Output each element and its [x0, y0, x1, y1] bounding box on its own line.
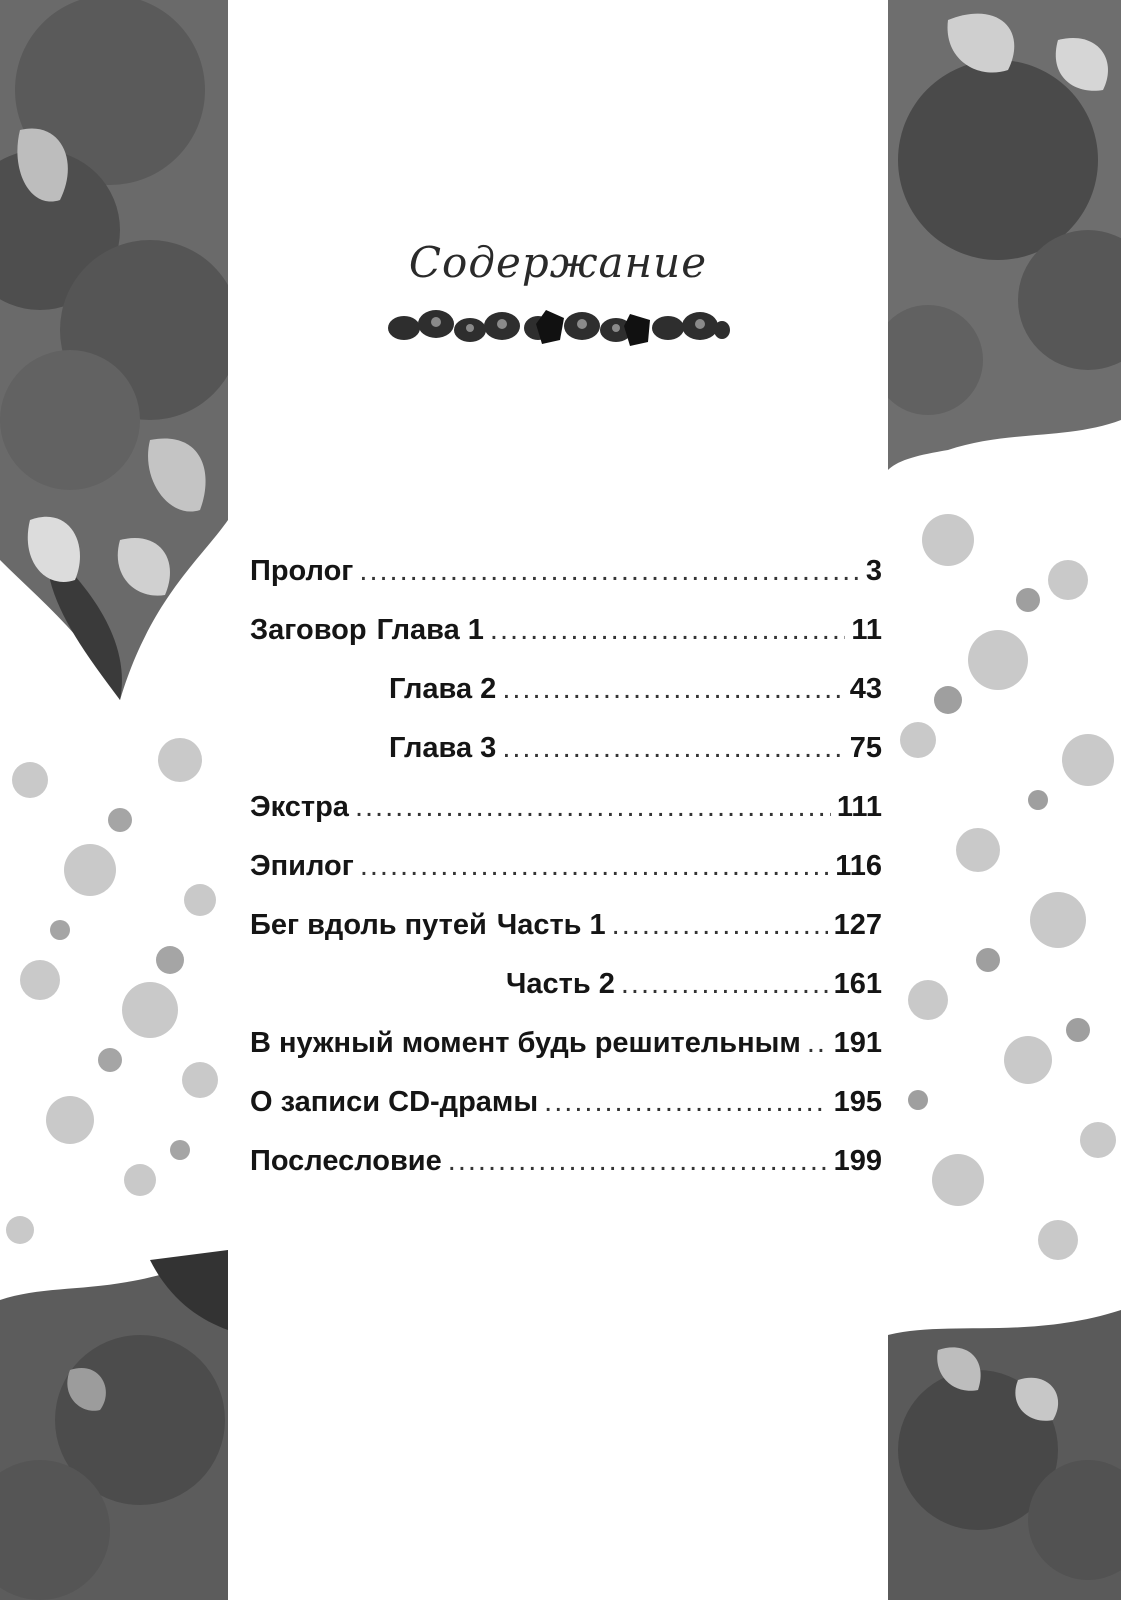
toc-row-plot-ch3[interactable] [250, 732, 882, 791]
toc-entry-subtitle: Часть 2 [506, 968, 615, 1000]
toc-row-afterword[interactable] [250, 1145, 882, 1204]
rose-garland-ornament-icon [386, 300, 730, 356]
toc-entry-title: Бег вдоль путей [250, 909, 487, 941]
toc-row-decisive[interactable] [250, 1027, 882, 1086]
toc-entry-title: В нужный момент будь решительным [250, 1027, 801, 1059]
table-of-contents [250, 555, 882, 1204]
toc-page-number: 43 [849, 673, 882, 705]
toc-leader-dots [359, 555, 859, 588]
toc-page-number: 199 [833, 1145, 882, 1177]
toc-entry-title: Заговор [250, 614, 367, 646]
toc-row-plot-ch1[interactable] [250, 614, 882, 673]
toc-row-plot-ch2[interactable] [250, 673, 882, 732]
toc-page-number: 161 [833, 968, 882, 1000]
toc-leader-dots [621, 968, 828, 1001]
toc-entry-subtitle: Часть 1 [496, 909, 606, 941]
toc-entry-subtitle: Глава 2 [389, 673, 497, 705]
toc-entry-title: Экстра [250, 791, 349, 823]
toc-row-run-part1[interactable] [250, 909, 882, 968]
toc-entry-title: Эпилог [250, 850, 354, 882]
toc-leader-dots [360, 850, 829, 883]
toc-page-number: 127 [833, 909, 882, 941]
rose-watercolor-icon [888, 0, 1121, 1600]
toc-leader-dots [807, 1027, 828, 1060]
toc-row-prologue[interactable] [250, 555, 882, 614]
toc-leader-dots [448, 1145, 828, 1178]
toc-row-run-part2[interactable] [250, 968, 882, 1027]
toc-page-number: 191 [833, 1027, 882, 1059]
toc-leader-dots [502, 673, 843, 706]
toc-leader-dots [490, 614, 845, 647]
toc-page [228, 0, 888, 1600]
toc-entry-title: Пролог [250, 555, 354, 587]
toc-page-number: 111 [836, 791, 882, 823]
right-floral-panel [888, 0, 1121, 1600]
toc-page-number: 116 [835, 850, 882, 882]
toc-entry-subtitle: Глава 1 [376, 614, 484, 646]
toc-row-epilogue[interactable] [250, 850, 882, 909]
toc-page-number: 3 [865, 555, 882, 587]
toc-leader-dots [355, 791, 831, 824]
toc-leader-dots [612, 909, 828, 942]
left-floral-panel [0, 0, 228, 1600]
toc-page-number: 75 [849, 732, 882, 764]
toc-entry-title: Послесловие [250, 1145, 442, 1177]
page-title: Содержание [408, 238, 708, 287]
toc-page-number: 195 [833, 1086, 882, 1118]
rose-watercolor-icon [0, 0, 228, 1600]
toc-row-cd-drama[interactable] [250, 1086, 882, 1145]
toc-entry-subtitle: Глава 3 [389, 732, 497, 764]
toc-leader-dots [502, 732, 843, 765]
toc-entry-title: О записи CD-драмы [250, 1086, 539, 1118]
toc-row-extra[interactable] [250, 791, 882, 850]
toc-leader-dots [544, 1086, 827, 1119]
toc-page-number: 11 [851, 614, 882, 646]
